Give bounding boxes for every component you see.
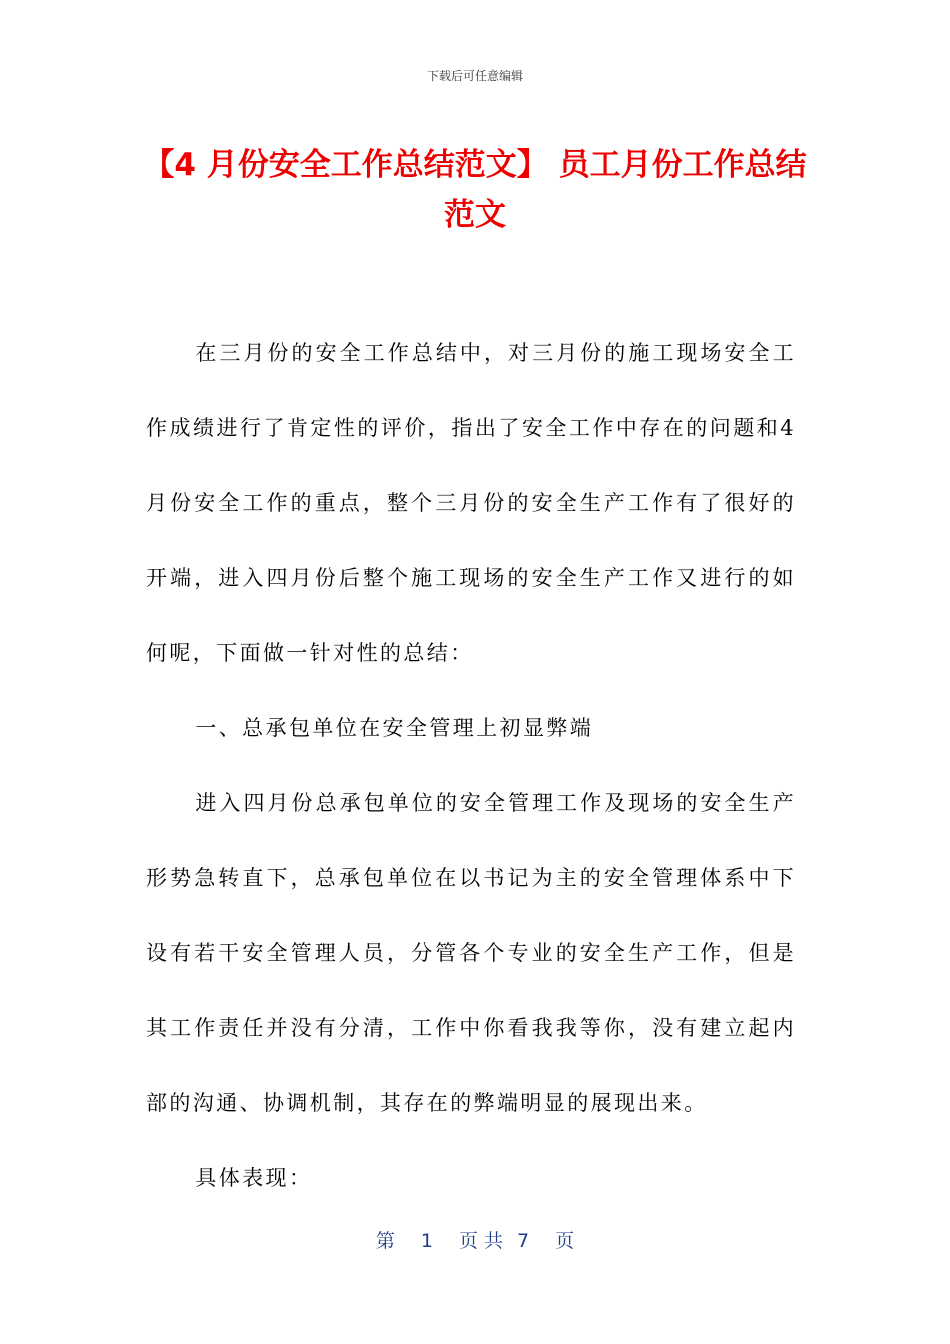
paragraph: 具体表现： bbox=[195, 1166, 313, 1190]
paragraph: 在三月份的安全工作总结中，对三月份的施工现场安全工作成绩进行了肯定性的评价，指出了安全工作中存在的问题和4 月份安全工作的重点，整个三月份的安全生产工作有了很好的开端，进入四月份后整个施工现场的安全生产工作又进行的如何呢，下面做一针对性的总结： bbox=[146, 341, 796, 665]
footer-page-label: 第 bbox=[375, 1230, 395, 1252]
paragraph: 进入四月份总承包单位的安全管理工作及现场的安全生产形势急转直下，总承包单位在以书记为主的安全管理体系中下设有若干安全管理人员，分管各个专业的安全生产工作，但是其工作责任并没有分清，工作中你看我我等你，没有建立起内部的沟通、协调机制，其存在的弊端明显的展现出来。 bbox=[146, 791, 796, 1115]
document-body bbox=[146, 316, 796, 1216]
document-title: 【4 月份安全工作总结范文】 员工月份工作总结范文 bbox=[143, 147, 807, 233]
footer-total-pages: 7 bbox=[517, 1230, 530, 1252]
section-heading: 一、总承包单位在安全管理上初显弊端 bbox=[195, 716, 594, 740]
footer-page-number: 1 bbox=[420, 1230, 433, 1252]
footer-page-suffix: 页 bbox=[555, 1230, 575, 1252]
footer-total-label: 页 共 bbox=[458, 1230, 504, 1252]
header-note: 下载后可任意编辑 bbox=[426, 69, 523, 83]
page-footer bbox=[0, 1226, 950, 1253]
